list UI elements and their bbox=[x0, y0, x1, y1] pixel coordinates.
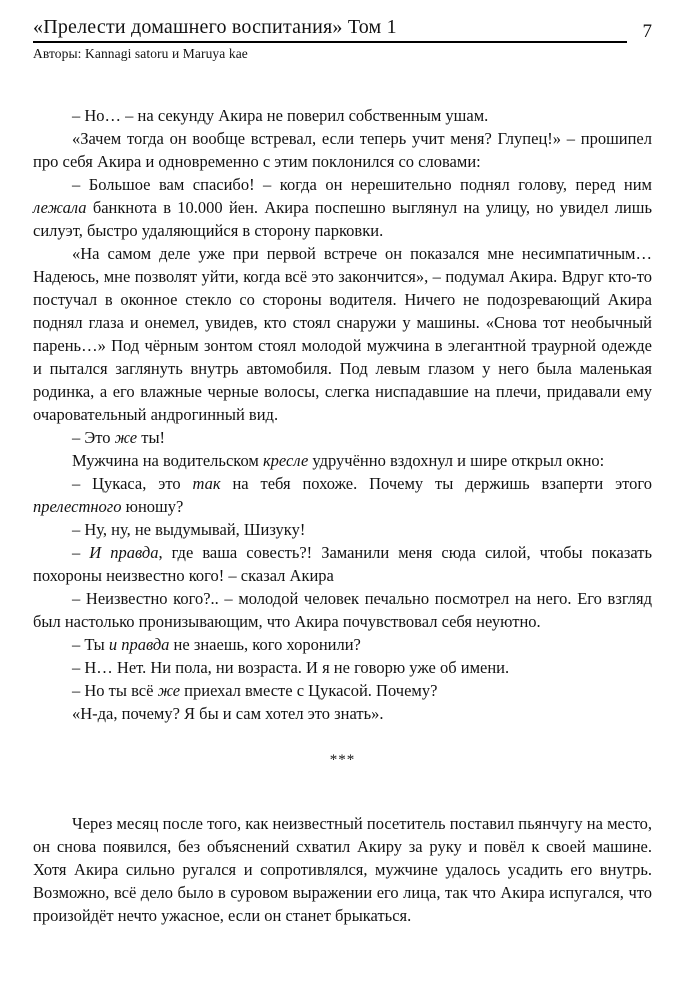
paragraph bbox=[33, 812, 652, 927]
emphasized-text: И правда bbox=[89, 543, 159, 562]
authors-line: Авторы: Kannagi satoru и Maruya kae bbox=[33, 46, 248, 61]
title-underline bbox=[33, 16, 627, 43]
paragraph bbox=[33, 173, 652, 242]
text-run: – Цукаса, это bbox=[72, 474, 193, 493]
paragraph bbox=[33, 426, 652, 449]
text-run: – bbox=[72, 543, 90, 562]
text-run: юношу? bbox=[121, 497, 184, 516]
text-run: , где ваша совесть?! Заманили меня сюда силой, чтобы показать похороны неизвестно кого! – сказал Акира bbox=[33, 543, 652, 585]
text-run: – Н… Нет. Ни пола, ни возраста. И я не говорю уже об имени. bbox=[72, 658, 510, 677]
page-header bbox=[33, 16, 652, 62]
text-run: банкнота в 10.000 йен. Акира поспешно выглянул на улицу, но увидел лишь силуэт, быстро удаляющийся в сторону парковки. bbox=[33, 198, 652, 240]
paragraph bbox=[33, 449, 652, 472]
paragraph bbox=[33, 587, 652, 633]
emphasized-text: лежала bbox=[33, 198, 87, 217]
emphasized-text: так bbox=[192, 474, 221, 493]
text-run: – Ты bbox=[72, 635, 109, 654]
text-run: приехал вместе с Цукасой. Почему? bbox=[180, 681, 438, 700]
page-number: 7 bbox=[642, 21, 652, 42]
text-run: на тебя похоже. Почему ты держишь взаперти этого bbox=[220, 474, 653, 493]
emphasized-text: кресле bbox=[262, 451, 309, 470]
emphasized-text: и правда bbox=[108, 635, 170, 654]
page-body bbox=[33, 104, 652, 927]
emphasized-text: прелестного bbox=[33, 497, 122, 516]
emphasized-text: же bbox=[157, 681, 181, 700]
text-run: – Но ты всё bbox=[72, 681, 158, 700]
paragraph bbox=[33, 633, 652, 656]
paragraph bbox=[33, 104, 652, 127]
paragraph bbox=[33, 702, 652, 725]
text-run: Через месяц после того, как неизвестный посетитель поставил пьянчугу на место, он снова появился, без объяснений схватил Акиру за руку и повёл к своей машине. Хотя Акира сильно ругался и сопротивлялся, мужчине удалось усадить его внутрь. Возможно, всё дело было в суровом выражении его лица, так что Акира испугался, что произойдёт нечто ужасное, если он станет брыкаться. bbox=[33, 814, 652, 925]
text-run: – Это bbox=[72, 428, 115, 447]
text-run: – Неизвестно кого?.. – молодой человек печально посмотрел на него. Его взгляд был настолько пронизывающим, что Акира почувствовал себя неуютно. bbox=[33, 589, 652, 631]
book-title: «Прелести домашнего воспитания» Том 1 bbox=[33, 16, 397, 38]
text-run: – Ну, ну, не выдумывай, Шизуку! bbox=[72, 520, 306, 539]
emphasized-text: же bbox=[114, 428, 138, 447]
paragraph bbox=[33, 242, 652, 426]
paragraph bbox=[33, 472, 652, 518]
text-run: не знаешь, кого хоронили? bbox=[169, 635, 361, 654]
text-run: «На самом деле уже при первой встрече он показался мне несимпатичным… Надеюсь, мне позволят уйти, когда всё это закончится», – подумал Акира. Вдруг кто-то постучал в оконное стекло со стороны водителя. Ничего не подозревающий Акира поднял глаза и онемел, увидев, кто стоял снаружи у машины. «Снова тот необычный парень…» Под чёрным зонтом стоял молодой мужчина в элегантной траурной одежде и пытался заглянуть внутрь автомобиля. Под левым глазом у него была маленькая родинка, а его влажные черные волосы, слегка ниспадавшие на плечи, придавали ему очаровательный андрогинный вид. bbox=[33, 244, 652, 424]
paragraph bbox=[33, 518, 652, 541]
text-run: удручённо вздохнул и шире открыл окно: bbox=[308, 451, 605, 470]
text-run: «Н-да, почему? Я бы и сам хотел это знать». bbox=[72, 704, 384, 723]
header-title-row bbox=[33, 16, 652, 43]
paragraph bbox=[33, 127, 652, 173]
text-run: Мужчина на водительском bbox=[72, 451, 263, 470]
paragraph bbox=[33, 679, 652, 702]
text-run: – Большое вам спасибо! – когда он нерешительно поднял голову, перед ним bbox=[72, 175, 652, 194]
paragraph bbox=[33, 656, 652, 679]
text-run: – Но… – на секунду Акира не поверил собственным ушам. bbox=[72, 106, 489, 125]
text-run: ты! bbox=[137, 428, 166, 447]
section-separator: *** bbox=[329, 752, 356, 768]
paragraph bbox=[33, 541, 652, 587]
text-run: «Зачем тогда он вообще встревал, если теперь учит меня? Глупец!» – прошипел про себя Акира и одновременно с этим поклонился со словами: bbox=[33, 129, 652, 171]
